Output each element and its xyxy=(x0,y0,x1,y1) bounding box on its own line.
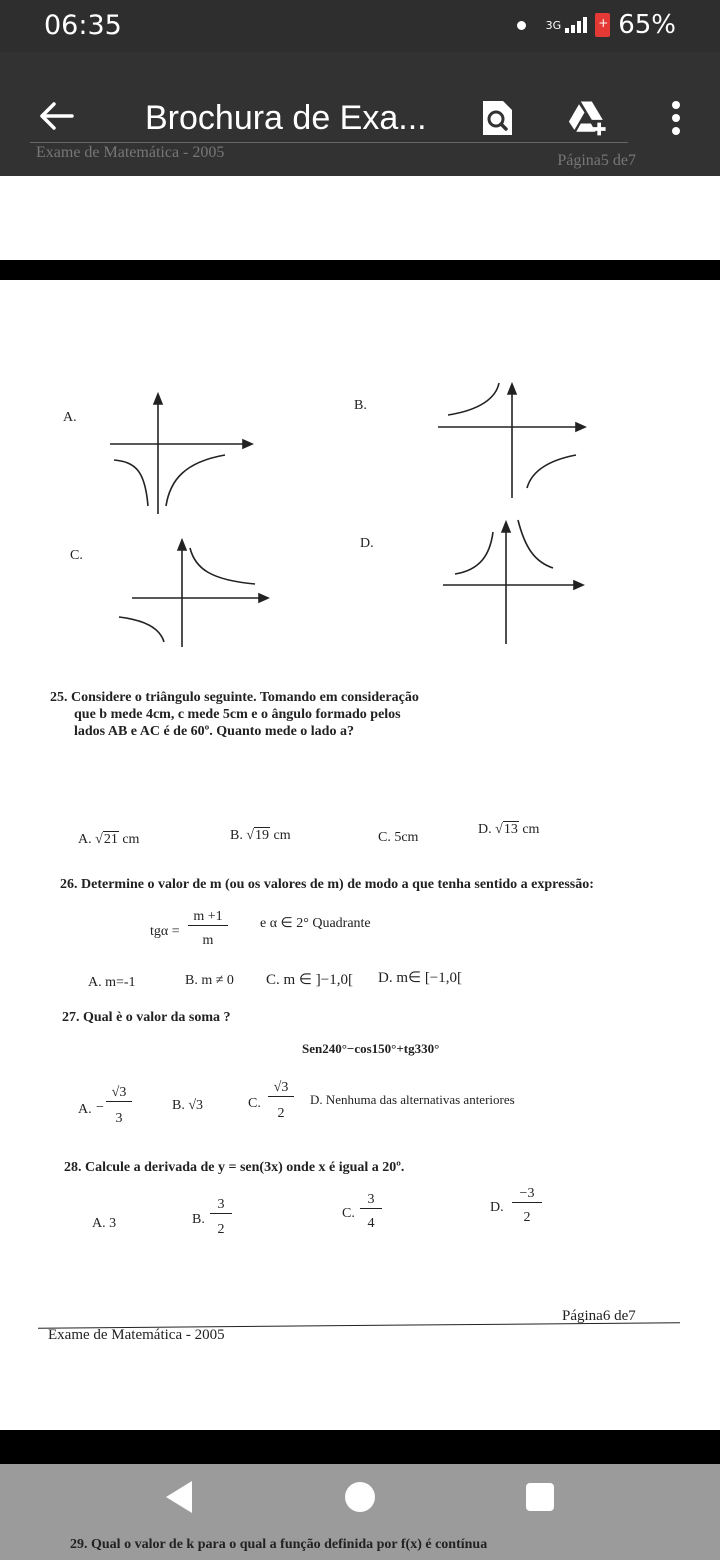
graph-d-arrow-y xyxy=(502,522,510,532)
q28-option-b-den: 2 xyxy=(217,1222,225,1237)
search-document-icon xyxy=(479,99,515,137)
add-to-drive-icon xyxy=(568,98,612,138)
q28-option-d-den: 2 xyxy=(523,1210,531,1225)
graph-a-curve-right xyxy=(166,455,225,506)
header-rule xyxy=(30,142,628,143)
q28-option-d-label[interactable]: D. xyxy=(490,1200,504,1215)
document-title: Brochura de Exa... xyxy=(145,99,427,137)
graph-c-arrow-y xyxy=(178,540,186,550)
q25-option-a[interactable] xyxy=(78,832,139,848)
q28-option-b-num: 3 xyxy=(210,1197,232,1214)
nav-back-icon xyxy=(164,1480,194,1514)
network-type: 3G xyxy=(545,18,562,32)
q28-option-a[interactable]: A. 3 xyxy=(92,1216,117,1231)
signal-icon xyxy=(565,17,587,33)
app-bar xyxy=(0,52,720,176)
more-options-button[interactable] xyxy=(654,96,698,140)
q25-a-value: 21 xyxy=(103,832,118,847)
q25-d-value: 13 xyxy=(503,822,518,837)
q25-line2: que b mede 4cm, c mede 5cm e o ângulo formado pelos xyxy=(74,707,401,722)
back-button[interactable] xyxy=(34,94,78,138)
nav-home-icon xyxy=(344,1481,376,1513)
q26-denominator: m xyxy=(202,933,214,948)
q26-numerator: m +1 xyxy=(188,909,228,926)
graph-b-arrow-y xyxy=(508,384,516,394)
nav-recents-button[interactable] xyxy=(525,1482,555,1517)
graph-b-curve-right xyxy=(527,455,576,488)
battery-icon xyxy=(595,13,610,37)
q27-option-c-label[interactable]: C. xyxy=(248,1096,261,1111)
graph-b-label: B. xyxy=(354,398,367,413)
graph-c-label: C. xyxy=(70,548,83,563)
q27-expression: Sen240°−cos150°+tg330° xyxy=(302,1041,440,1056)
footer-right: Página6 de7 xyxy=(562,1308,636,1324)
q27-option-a-den: 3 xyxy=(115,1111,123,1126)
q27-option-c-num: √3 xyxy=(268,1080,294,1097)
nav-home-button[interactable] xyxy=(344,1481,376,1518)
q28-option-c-label[interactable]: C. xyxy=(342,1206,355,1221)
q25-line1: 25. Considere o triângulo seguinte. Tomando em consideração xyxy=(50,690,419,705)
graph-c-arrow-x xyxy=(259,594,268,602)
q27-option-b[interactable]: B. √3 xyxy=(172,1098,204,1113)
q26-title: 26. Determine o valor de m (ou os valores de m) de modo a que tenha sentido a expressão: xyxy=(60,877,594,892)
q26-option-b[interactable]: B. m ≠ 0 xyxy=(185,973,234,988)
battery-level: 65% xyxy=(618,10,676,40)
graph-b-arrow-x xyxy=(576,423,585,431)
q25-d-unit: cm xyxy=(522,822,540,837)
sqrt-icon: √ xyxy=(495,822,503,837)
q27-option-c-den: 2 xyxy=(277,1106,285,1121)
graph-b-curve-left xyxy=(448,383,499,415)
previous-page-bottom xyxy=(0,176,720,260)
nav-back-button[interactable] xyxy=(164,1480,194,1519)
q25-b-value: 19 xyxy=(255,828,270,843)
q25-a-label: A. xyxy=(78,832,92,847)
back-arrow-icon xyxy=(38,101,74,131)
q25-option-b[interactable] xyxy=(230,828,291,844)
q28-option-c-num: 3 xyxy=(360,1192,382,1209)
search-document-button[interactable] xyxy=(475,96,519,140)
graph-a-arrow-y xyxy=(154,394,162,404)
q25-b-label: B. xyxy=(230,828,243,843)
q26-option-c[interactable]: C. m ∈ ]−1,0[ xyxy=(266,972,353,988)
graph-c-curve-left xyxy=(119,617,164,642)
q25-line3: lados AB e AC é de 60º. Quanto mede o lado a? xyxy=(74,724,354,739)
q26-lhs: tgα = xyxy=(150,924,180,939)
more-vert-icon xyxy=(669,100,683,136)
q26-option-d[interactable]: D. m∈ [−1,0[ xyxy=(378,970,463,986)
q25-d-label: D. xyxy=(478,822,492,837)
q27-option-a-sign: − xyxy=(96,1100,104,1115)
status-icons xyxy=(517,10,676,40)
graph-d-arrow-x xyxy=(574,581,583,589)
add-to-drive-button[interactable] xyxy=(568,96,612,140)
status-bar xyxy=(0,0,720,52)
q25-a-unit: cm xyxy=(122,832,140,847)
q28-option-d-num: −3 xyxy=(512,1186,542,1203)
document-page[interactable] xyxy=(0,280,720,1430)
q25-b-unit: cm xyxy=(273,828,291,843)
q25-option-c[interactable]: C. 5cm xyxy=(378,830,419,845)
graph-a-arrow-x xyxy=(243,440,252,448)
graph-a-label: A. xyxy=(63,410,77,425)
graph-d-curve-right xyxy=(518,520,553,568)
status-time: 06:35 xyxy=(44,10,122,41)
graph-c-curve-right xyxy=(190,548,255,584)
q27-option-a-num: √3 xyxy=(106,1085,132,1102)
q27-option-a-label[interactable]: A. xyxy=(78,1102,92,1117)
q29-partial-text: 29. Qual o valor de k para o qual a função definida por f(x) é contínua xyxy=(70,1537,488,1552)
graph-d-label: D. xyxy=(360,536,374,551)
q25-option-d[interactable] xyxy=(478,822,539,838)
graph-d-curve-left xyxy=(455,532,493,574)
previous-page-header xyxy=(0,142,720,176)
q26-option-a[interactable]: A. m=-1 xyxy=(88,975,136,990)
prev-page-header-left: Exame de Matemática - 2005 xyxy=(36,144,225,161)
q28-option-b-label[interactable]: B. xyxy=(192,1212,205,1227)
q27-option-d[interactable]: D. Nenhuma das alternativas anteriores xyxy=(310,1092,515,1107)
graph-a-curve-left xyxy=(114,460,148,506)
sqrt-icon: √ xyxy=(246,828,255,843)
q27-title: 27. Qual è o valor da soma ? xyxy=(62,1010,231,1025)
sqrt-icon: √ xyxy=(95,832,103,847)
footer-left: Exame de Matemática - 2005 xyxy=(48,1327,225,1343)
notification-dot-icon xyxy=(517,21,526,30)
prev-page-header-right: Página5 de7 xyxy=(557,152,636,169)
graphs-figure xyxy=(0,280,720,680)
nav-recents-icon xyxy=(525,1482,555,1512)
q28-option-c-den: 4 xyxy=(367,1216,375,1231)
q28-title: 28. Calcule a derivada de y = sen(3x) onde x é igual a 20º. xyxy=(64,1160,405,1175)
q26-condition: e α ∈ 2° Quadrante xyxy=(260,916,371,931)
